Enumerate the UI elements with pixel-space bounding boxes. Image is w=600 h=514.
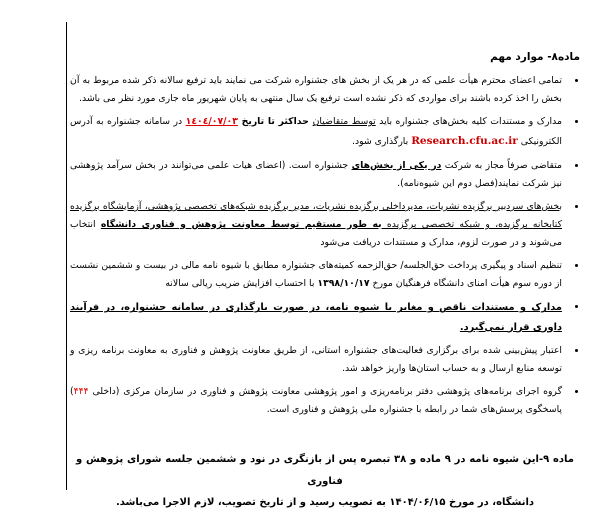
selection-authority-emphasis: به طور مستقیم توسط معاونت پژوهش و فناوری دانشگاه — [100, 218, 382, 230]
list-item-text — [70, 116, 562, 147]
contact-extension-number: ۴۴۴ — [73, 385, 89, 397]
list-item-upload-documents — [70, 113, 580, 152]
contact-prefix-text: گروه اجرای برنامه‌های پژوهشی دفتر برنامه‌ریزی و امور پژوهشی معاونت پژوهش و فناوری در سازمان مرکزی (داخلی — [88, 385, 562, 397]
bullet-dot-icon — [575, 349, 578, 352]
list-item-incomplete-documents-warning — [70, 298, 580, 336]
board-of-trustees-date: ۱۳۹۸/۱۰/۱۷ — [317, 278, 370, 290]
list-item-single-section-participation — [70, 157, 580, 193]
participation-prefix-text: متقاضی صرفاً مجاز به شرکت — [441, 159, 563, 171]
session-payment-prefix-text: تنظیم اسناد و پیگیری پرداخت حق‌الجلسه/ حق‌الزحمه کمیته‌های جشنواره مطابق با شیوه نامه مالی در بیست و ششمین نشست از دوره سوم هیأت امنای دانشگاه فرهنگیان مورخ — [70, 260, 562, 290]
upload-by-applicants-underlined: توسط متقاضیان — [312, 116, 376, 127]
bullet-dot-icon — [575, 305, 578, 308]
bullet-dot-icon — [575, 164, 578, 167]
bullet-dot-icon — [575, 264, 578, 267]
contact-suffix-text: ) پاسخگوی پرسش‌های شما در رابطه با جشنواره ملی پژوهش و فناوری است. — [70, 385, 562, 416]
bullet-dot-icon — [575, 390, 578, 393]
participation-one-section-emphasis: در یکی از بخش‌های — [351, 159, 442, 171]
list-item-selection-by-vice-chancellor — [70, 198, 580, 252]
important-notes-list — [70, 72, 580, 419]
list-item-text — [70, 201, 562, 248]
closing-line-1: ماده ۹-این شیوه نامه در ۹ ماده و ۳۸ تبصره پس از بازنگری در نود و ششمین جلسه شورای پژوهش و فناوری — [76, 454, 574, 487]
list-item-session-payment — [70, 257, 580, 293]
upload-middle-text: در سامانه جشنواره به آدرس الکترونیکی — [70, 116, 562, 148]
list-item-text: تمامی اعضای محترم هیأت علمی که در هر یک از بخش های جشنواره شرکت می نمایند باید ترفیع سالانه ذکر شده مربوط به آن بخش را اخذ کرده باشند برای مواردی که ذکر نشده است ترفیع یک سال منتهی به پایان شهریور ماه جاری مورد نظر می باشد. — [70, 74, 562, 104]
list-item-text — [70, 386, 562, 415]
bullet-dot-icon — [575, 79, 578, 82]
section-heading-article-8: ماده۸- موارد مهم — [490, 51, 580, 63]
list-item-provincial-budget — [70, 342, 580, 378]
festival-portal-url[interactable]: Research.cfu.ac.ir — [411, 135, 518, 148]
list-item-text: مدارک و مستندات ناقص و مغایر با شیوه نامه، در صورت بارگذاری در سامانه جشنواره، در فرآیند داوری قرار نمی‌گیرد. — [70, 302, 562, 333]
upload-deadline-label: حداکثر تا تاریخ — [237, 116, 313, 127]
list-item-text — [70, 260, 562, 289]
document-content — [70, 22, 580, 514]
list-item-contact-group — [70, 383, 580, 419]
bullet-dot-icon — [575, 120, 578, 123]
upload-prefix-text: مدارک و مستندات کلیه بخش‌های جشنواره باید — [375, 116, 562, 127]
list-item-text: اعتبار پیش‌بینی شده برای برگزاری فعالیت‌های جشنواره استانی، از طریق معاونت پژوهش و فناوری به معاونت برنامه ریزی و توسعه منابع ارسال و به حساب استان‌ها واریز خواهد شد. — [70, 344, 562, 374]
upload-suffix-text: بارگذاری شود. — [352, 136, 412, 148]
session-payment-suffix-text: با احتساب افزایش ضریب ریالی سالانه — [165, 278, 318, 290]
upload-deadline-date: ۱٤۰٤/۰۷/۰۳ — [185, 116, 238, 127]
closing-line-2: دانشگاه، در مورخ ۱۴۰۴/۰۶/۱۵ به تصویب رسید و از تاریخ تصویب، لازم الاجرا می‌باشد. — [115, 497, 535, 509]
bullet-dot-icon — [575, 205, 578, 208]
participation-suffix-text: جشنواره است. (اعضای هیات علمی می‌توانند در بخش سرآمد پژوهشی نیز شرکت نمایند(فصل دوم این شیوه‌نامه). — [70, 159, 562, 189]
selection-sections-underlined: بخش‌های سردبیر برگزیده نشریات، مدیرداخلی برگزیده نشریات، مدیر برگزیده شبکه‌های تخصصی پژوهشی، آزمایشگاه برگزیده کتابخانه برگزیده، و شبکه تخصصی برگزیده — [70, 200, 562, 230]
list-item-promotion-mention — [70, 72, 580, 108]
left-margin-rule — [66, 22, 67, 490]
selection-suffix-text: انتخاب می‌شوند و در صورت لزوم، مدارک و مستندات دریافت می‌شود — [70, 218, 562, 249]
closing-article-9 — [70, 449, 580, 514]
list-item-text — [70, 160, 562, 189]
